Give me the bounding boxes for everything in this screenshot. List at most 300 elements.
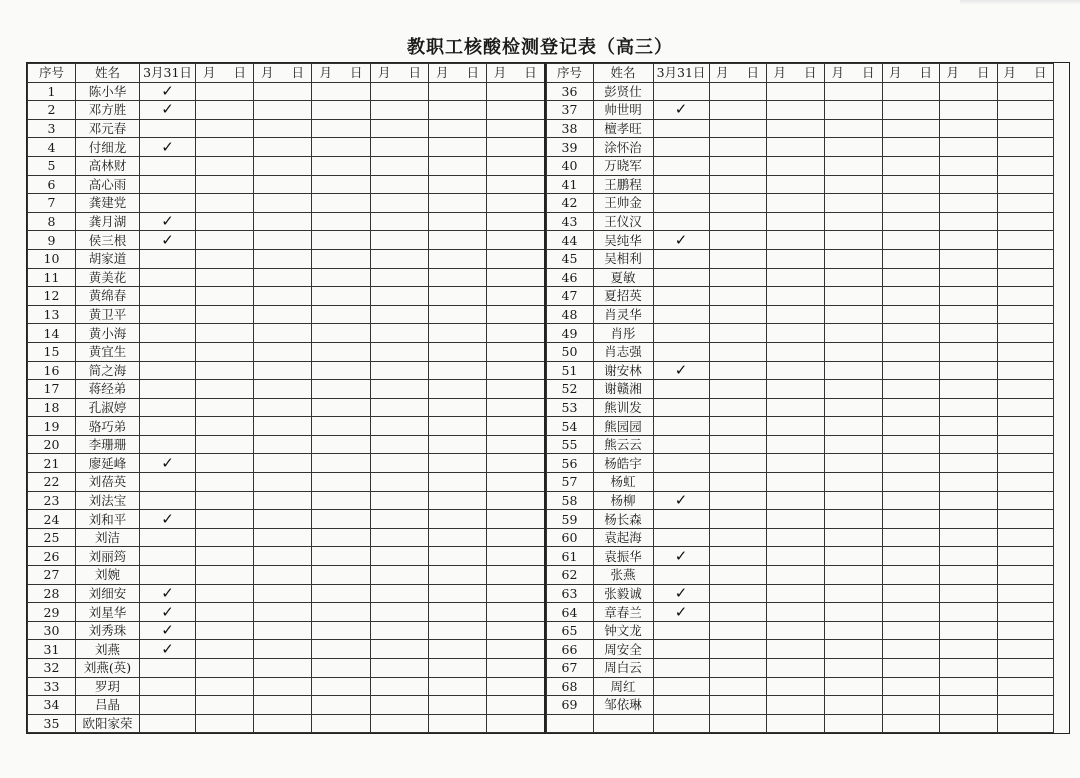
row-blank-cell xyxy=(429,417,487,436)
row-blank-cell xyxy=(196,305,254,324)
row-blank-cell xyxy=(939,194,997,213)
row-blank-cell xyxy=(371,361,429,380)
table-row xyxy=(28,435,545,454)
row-blank-cell xyxy=(371,101,429,120)
row-blank-cell xyxy=(429,621,487,640)
row-seq: 35 xyxy=(28,714,76,733)
row-blank-cell xyxy=(487,621,545,640)
name-header: 姓名 xyxy=(593,64,653,83)
row-blank-cell xyxy=(312,566,371,585)
row-blank-cell xyxy=(824,417,882,436)
row-blank-cell xyxy=(254,249,312,268)
row-blank-cell xyxy=(939,510,997,529)
row-name: 龚月湖 xyxy=(76,212,140,231)
row-check-0331 xyxy=(653,435,709,454)
row-blank-cell xyxy=(939,119,997,138)
row-blank-cell xyxy=(766,491,824,510)
row-blank-cell xyxy=(371,547,429,566)
row-blank-cell xyxy=(371,491,429,510)
table-row xyxy=(28,175,545,194)
row-blank-cell xyxy=(312,212,371,231)
check-mark-icon: ✓ xyxy=(161,453,174,472)
row-check-0331 xyxy=(140,342,196,361)
row-blank-cell xyxy=(882,547,939,566)
row-blank-cell xyxy=(312,138,371,157)
row-blank-cell xyxy=(371,696,429,715)
row-blank-cell xyxy=(766,640,824,659)
row-blank-cell xyxy=(196,696,254,715)
row-seq: 45 xyxy=(546,249,593,268)
row-name: 刘婉 xyxy=(76,566,140,585)
row-blank-cell xyxy=(997,435,1053,454)
row-blank-cell xyxy=(939,714,997,733)
date-header-blank: 月 日 xyxy=(824,64,882,83)
row-check-0331 xyxy=(653,584,709,603)
row-check-0331 xyxy=(140,714,196,733)
row-blank-cell xyxy=(882,677,939,696)
row-name: 谢赣湘 xyxy=(593,380,653,399)
table-row xyxy=(28,454,545,473)
row-blank-cell xyxy=(882,268,939,287)
row-blank-cell xyxy=(196,119,254,138)
row-blank-cell xyxy=(882,305,939,324)
row-blank-cell xyxy=(196,249,254,268)
row-check-0331 xyxy=(140,454,196,473)
row-name: 付细龙 xyxy=(76,138,140,157)
row-blank-cell xyxy=(196,547,254,566)
row-check-0331 xyxy=(140,101,196,120)
row-check-0331 xyxy=(140,212,196,231)
row-blank-cell xyxy=(939,249,997,268)
row-blank-cell xyxy=(312,435,371,454)
row-blank-cell xyxy=(939,640,997,659)
row-blank-cell xyxy=(709,603,766,622)
row-blank-cell xyxy=(312,659,371,678)
row-blank-cell xyxy=(429,231,487,250)
row-blank-cell xyxy=(766,287,824,306)
row-blank-cell xyxy=(196,417,254,436)
row-blank-cell xyxy=(997,677,1053,696)
row-blank-cell xyxy=(312,231,371,250)
row-blank-cell xyxy=(939,175,997,194)
table-row xyxy=(546,417,1053,436)
row-blank-cell xyxy=(766,566,824,585)
row-blank-cell xyxy=(766,249,824,268)
row-seq: 37 xyxy=(546,101,593,120)
row-blank-cell xyxy=(254,659,312,678)
row-blank-cell xyxy=(997,380,1053,399)
table-row xyxy=(546,510,1053,529)
table-row xyxy=(28,566,545,585)
row-blank-cell xyxy=(312,640,371,659)
row-blank-cell xyxy=(939,101,997,120)
row-blank-cell xyxy=(196,175,254,194)
table-row xyxy=(28,398,545,417)
row-blank-cell xyxy=(254,696,312,715)
row-blank-cell xyxy=(196,156,254,175)
table-row xyxy=(546,231,1053,250)
row-blank-cell xyxy=(371,305,429,324)
row-blank-cell xyxy=(487,268,545,287)
row-blank-cell xyxy=(196,268,254,287)
row-name: 袁振华 xyxy=(593,547,653,566)
row-blank-cell xyxy=(196,621,254,640)
row-seq: 68 xyxy=(546,677,593,696)
row-name: 黄小海 xyxy=(76,324,140,343)
row-check-0331 xyxy=(653,138,709,157)
row-blank-cell xyxy=(196,361,254,380)
row-blank-cell xyxy=(371,287,429,306)
row-blank-cell xyxy=(997,454,1053,473)
row-name: 罗玥 xyxy=(76,677,140,696)
row-blank-cell xyxy=(882,156,939,175)
row-blank-cell xyxy=(709,696,766,715)
row-blank-cell xyxy=(997,547,1053,566)
row-seq: 7 xyxy=(28,194,76,213)
row-blank-cell xyxy=(312,101,371,120)
row-blank-cell xyxy=(824,101,882,120)
row-blank-cell xyxy=(997,584,1053,603)
row-name: 肖志强 xyxy=(593,342,653,361)
table-row xyxy=(28,417,545,436)
row-blank-cell xyxy=(429,380,487,399)
row-blank-cell xyxy=(709,101,766,120)
row-blank-cell xyxy=(254,640,312,659)
row-check-0331 xyxy=(140,380,196,399)
row-blank-cell xyxy=(709,398,766,417)
table-row xyxy=(546,119,1053,138)
row-seq: 15 xyxy=(28,342,76,361)
row-blank-cell xyxy=(196,138,254,157)
table-row xyxy=(28,380,545,399)
row-seq: 4 xyxy=(28,138,76,157)
row-blank-cell xyxy=(196,194,254,213)
row-blank-cell xyxy=(997,82,1053,101)
row-seq: 14 xyxy=(28,324,76,343)
row-blank-cell xyxy=(487,82,545,101)
row-name: 杨长森 xyxy=(593,510,653,529)
row-blank-cell xyxy=(939,287,997,306)
row-blank-cell xyxy=(429,547,487,566)
table-row xyxy=(28,603,545,622)
row-blank-cell xyxy=(254,435,312,454)
table-row xyxy=(28,621,545,640)
row-seq: 54 xyxy=(546,417,593,436)
row-check-0331 xyxy=(140,82,196,101)
row-blank-cell xyxy=(766,547,824,566)
table-row xyxy=(28,491,545,510)
row-name: 邹依琳 xyxy=(593,696,653,715)
row-blank-cell xyxy=(939,603,997,622)
row-blank-cell xyxy=(824,547,882,566)
row-blank-cell xyxy=(824,566,882,585)
row-blank-cell xyxy=(824,454,882,473)
row-blank-cell xyxy=(371,138,429,157)
row-blank-cell xyxy=(312,194,371,213)
row-seq: 17 xyxy=(28,380,76,399)
row-name: 王帅金 xyxy=(593,194,653,213)
row-blank-cell xyxy=(824,528,882,547)
row-blank-cell xyxy=(997,268,1053,287)
row-seq: 40 xyxy=(546,156,593,175)
row-blank-cell xyxy=(766,194,824,213)
row-check-0331 xyxy=(653,398,709,417)
table-row xyxy=(546,454,1053,473)
row-blank-cell xyxy=(196,212,254,231)
row-blank-cell xyxy=(254,82,312,101)
row-blank-cell xyxy=(824,714,882,733)
row-seq: 64 xyxy=(546,603,593,622)
row-blank-cell xyxy=(997,101,1053,120)
row-blank-cell xyxy=(254,491,312,510)
row-blank-cell xyxy=(824,212,882,231)
row-blank-cell xyxy=(196,510,254,529)
table-row xyxy=(546,473,1053,492)
row-check-0331 xyxy=(140,324,196,343)
row-check-0331 xyxy=(653,268,709,287)
date-header-blank: 月 日 xyxy=(997,64,1053,83)
row-blank-cell xyxy=(824,231,882,250)
date-header-blank: 月 日 xyxy=(429,64,487,83)
row-blank-cell xyxy=(487,212,545,231)
row-blank-cell xyxy=(766,677,824,696)
row-name: 廖延峰 xyxy=(76,454,140,473)
row-blank-cell xyxy=(824,287,882,306)
row-name: 杨虹 xyxy=(593,473,653,492)
registration-sheet xyxy=(26,62,1070,734)
row-blank-cell xyxy=(312,473,371,492)
row-seq: 34 xyxy=(28,696,76,715)
row-blank-cell xyxy=(824,603,882,622)
check-mark-icon: ✓ xyxy=(161,602,174,621)
row-check-0331 xyxy=(653,82,709,101)
seq-header: 序号 xyxy=(546,64,593,83)
row-seq: 31 xyxy=(28,640,76,659)
row-blank-cell xyxy=(997,231,1053,250)
table-row xyxy=(28,640,545,659)
row-name: 吴相利 xyxy=(593,249,653,268)
table-row xyxy=(546,435,1053,454)
row-blank-cell xyxy=(371,621,429,640)
row-blank-cell xyxy=(487,677,545,696)
row-blank-cell xyxy=(312,454,371,473)
date-header-blank: 月 日 xyxy=(254,64,312,83)
row-blank-cell xyxy=(487,380,545,399)
row-blank-cell xyxy=(429,342,487,361)
row-check-0331 xyxy=(140,249,196,268)
row-blank-cell xyxy=(429,305,487,324)
row-blank-cell xyxy=(254,175,312,194)
row-seq: 28 xyxy=(28,584,76,603)
row-blank-cell xyxy=(487,640,545,659)
row-blank-cell xyxy=(939,547,997,566)
row-name: 刘法宝 xyxy=(76,491,140,510)
row-name: 欧阳家荣 xyxy=(76,714,140,733)
row-blank-cell xyxy=(487,249,545,268)
row-blank-cell xyxy=(824,175,882,194)
row-blank-cell xyxy=(196,491,254,510)
row-check-0331 xyxy=(653,119,709,138)
row-name: 李珊珊 xyxy=(76,435,140,454)
row-blank-cell xyxy=(254,101,312,120)
row-name: 刘燕 xyxy=(76,640,140,659)
row-blank-cell xyxy=(487,417,545,436)
row-blank-cell xyxy=(429,566,487,585)
table-row xyxy=(546,268,1053,287)
row-blank-cell xyxy=(882,714,939,733)
row-blank-cell xyxy=(709,510,766,529)
table-row xyxy=(28,696,545,715)
row-blank-cell xyxy=(939,380,997,399)
row-blank-cell xyxy=(709,566,766,585)
row-seq: 30 xyxy=(28,621,76,640)
row-blank-cell xyxy=(997,305,1053,324)
row-blank-cell xyxy=(487,324,545,343)
row-blank-cell xyxy=(939,268,997,287)
row-check-0331 xyxy=(140,287,196,306)
row-check-0331 xyxy=(653,547,709,566)
row-blank-cell xyxy=(487,528,545,547)
check-mark-icon: ✓ xyxy=(161,137,174,156)
row-name: 高林财 xyxy=(76,156,140,175)
row-name: 黄绵春 xyxy=(76,287,140,306)
row-blank-cell xyxy=(371,640,429,659)
row-name: 周白云 xyxy=(593,659,653,678)
row-name: 张燕 xyxy=(593,566,653,585)
row-blank-cell xyxy=(254,212,312,231)
row-check-0331 xyxy=(653,156,709,175)
row-blank-cell xyxy=(371,249,429,268)
row-blank-cell xyxy=(429,491,487,510)
row-seq: 55 xyxy=(546,435,593,454)
row-name: 帅世明 xyxy=(593,101,653,120)
row-check-0331 xyxy=(140,510,196,529)
row-blank-cell xyxy=(766,119,824,138)
check-mark-icon: ✓ xyxy=(161,509,174,528)
row-blank-cell xyxy=(254,361,312,380)
row-name: 涂怀治 xyxy=(593,138,653,157)
row-blank-cell xyxy=(254,510,312,529)
table-row xyxy=(546,156,1053,175)
row-seq: 33 xyxy=(28,677,76,696)
row-blank-cell xyxy=(709,677,766,696)
row-blank-cell xyxy=(429,584,487,603)
check-mark-icon: ✓ xyxy=(674,230,688,249)
row-seq: 24 xyxy=(28,510,76,529)
row-blank-cell xyxy=(997,510,1053,529)
row-blank-cell xyxy=(371,584,429,603)
row-check-0331 xyxy=(140,156,196,175)
table-row xyxy=(28,194,545,213)
row-blank-cell xyxy=(429,101,487,120)
row-blank-cell xyxy=(196,566,254,585)
row-blank-cell xyxy=(371,454,429,473)
row-name: 周红 xyxy=(593,677,653,696)
row-blank-cell xyxy=(882,380,939,399)
row-blank-cell xyxy=(312,528,371,547)
row-check-0331 xyxy=(140,231,196,250)
row-name: 刘蓓英 xyxy=(76,473,140,492)
row-seq: 22 xyxy=(28,473,76,492)
row-blank-cell xyxy=(429,714,487,733)
row-blank-cell xyxy=(429,473,487,492)
row-seq: 59 xyxy=(546,510,593,529)
date-header-blank: 月 日 xyxy=(939,64,997,83)
row-blank-cell xyxy=(882,696,939,715)
row-blank-cell xyxy=(709,156,766,175)
row-check-0331 xyxy=(653,101,709,120)
table-row xyxy=(28,342,545,361)
row-seq: 52 xyxy=(546,380,593,399)
row-blank-cell xyxy=(487,510,545,529)
row-name: 张毅诚 xyxy=(593,584,653,603)
row-blank-cell xyxy=(487,584,545,603)
row-check-0331 xyxy=(140,659,196,678)
row-check-0331 xyxy=(653,342,709,361)
row-blank-cell xyxy=(312,175,371,194)
row-blank-cell xyxy=(997,138,1053,157)
row-blank-cell xyxy=(312,584,371,603)
table-row xyxy=(546,584,1053,603)
row-seq: 66 xyxy=(546,640,593,659)
check-mark-icon: ✓ xyxy=(161,212,174,231)
row-blank-cell xyxy=(196,82,254,101)
table-row xyxy=(28,473,545,492)
row-blank-cell xyxy=(254,194,312,213)
row-blank-cell xyxy=(196,714,254,733)
row-seq: 16 xyxy=(28,361,76,380)
row-blank-cell xyxy=(371,677,429,696)
row-seq: 10 xyxy=(28,249,76,268)
row-seq: 48 xyxy=(546,305,593,324)
check-mark-icon: ✓ xyxy=(161,584,174,602)
check-mark-icon: ✓ xyxy=(674,584,688,602)
row-blank-cell xyxy=(312,380,371,399)
row-blank-cell xyxy=(254,342,312,361)
table-row xyxy=(28,101,545,120)
row-blank-cell xyxy=(766,82,824,101)
row-blank-cell xyxy=(997,324,1053,343)
check-mark-icon: ✓ xyxy=(674,361,688,379)
date-header-blank: 月 日 xyxy=(709,64,766,83)
row-check-0331 xyxy=(140,119,196,138)
row-blank-cell xyxy=(824,621,882,640)
row-blank-cell xyxy=(766,603,824,622)
row-check-0331 xyxy=(140,603,196,622)
row-blank-cell xyxy=(882,194,939,213)
row-blank-cell xyxy=(312,714,371,733)
date-header-blank: 月 日 xyxy=(882,64,939,83)
row-blank-cell xyxy=(824,435,882,454)
row-blank-cell xyxy=(997,342,1053,361)
table-row xyxy=(546,528,1053,547)
row-blank-cell xyxy=(997,212,1053,231)
row-blank-cell xyxy=(709,473,766,492)
row-blank-cell xyxy=(196,435,254,454)
row-blank-cell xyxy=(196,454,254,473)
row-seq: 38 xyxy=(546,119,593,138)
row-blank-cell xyxy=(766,398,824,417)
row-blank-cell xyxy=(709,324,766,343)
row-check-0331 xyxy=(140,621,196,640)
table-row xyxy=(28,584,545,603)
row-check-0331 xyxy=(140,305,196,324)
row-blank-cell xyxy=(939,324,997,343)
row-blank-cell xyxy=(939,361,997,380)
row-blank-cell xyxy=(882,101,939,120)
row-blank-cell xyxy=(709,138,766,157)
table-row xyxy=(28,119,545,138)
